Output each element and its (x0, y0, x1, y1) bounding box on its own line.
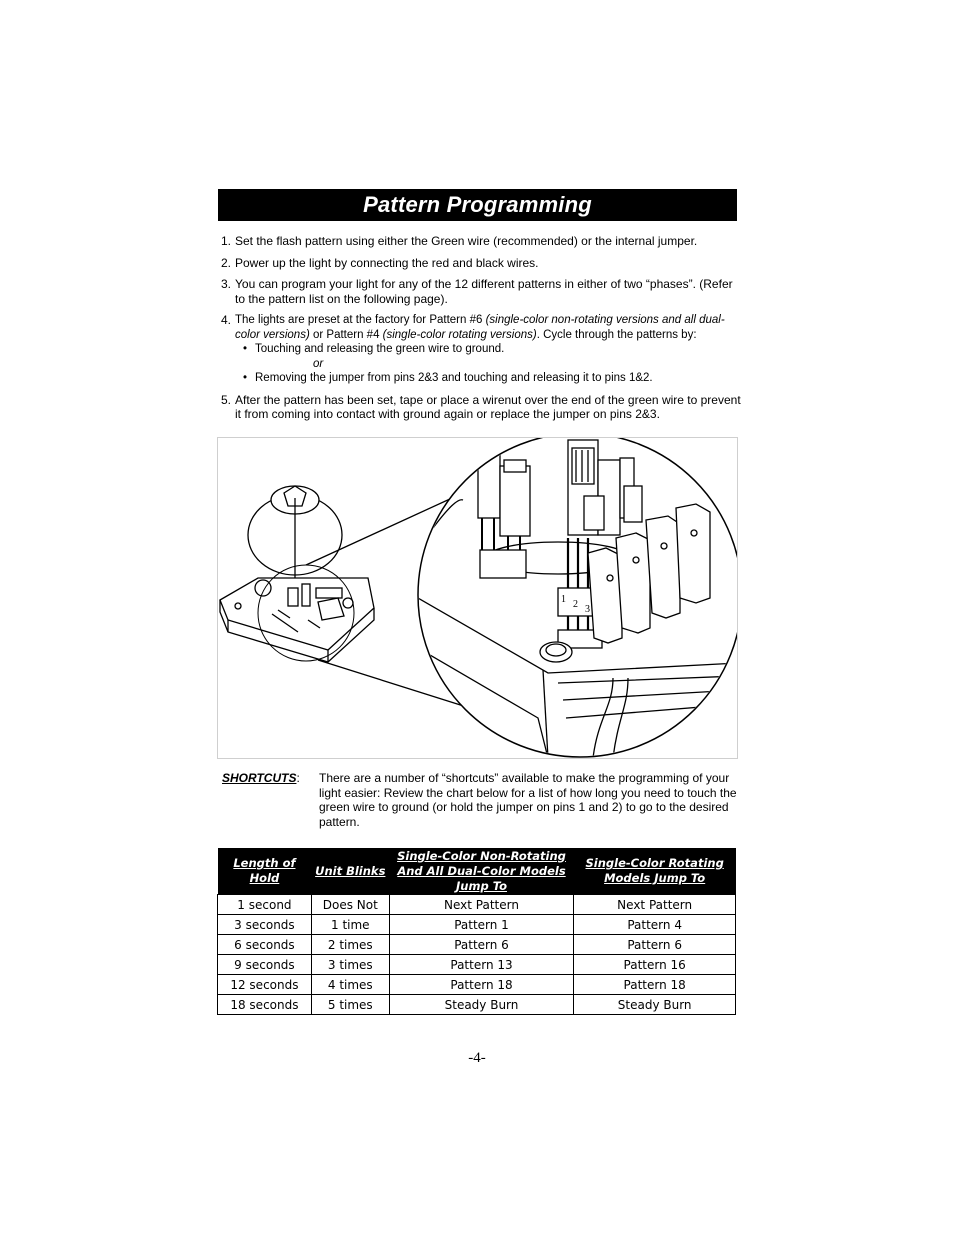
jumper-diagram (217, 437, 738, 759)
table-cell: Next Pattern (574, 895, 736, 915)
or-separator: or (313, 357, 324, 370)
pin-label: 2 (573, 599, 578, 610)
page-title: Pattern Programming (363, 192, 592, 217)
bullet-icon: • (242, 343, 248, 355)
table-cell: 1 second (218, 895, 312, 915)
table-cell: Pattern 18 (574, 975, 736, 995)
table-header-row (218, 848, 736, 895)
table-cell: Pattern 1 (389, 915, 574, 935)
shortcut-table (217, 848, 736, 1015)
table-cell: Pattern 18 (389, 975, 574, 995)
step-text: After the pattern has been set, tape or place a wirenut over the end of the green wire to prevent it from coming into contact with ground again or replace the jumper on pins 2&3. (235, 392, 741, 421)
header-length-of-hold: Length of Hold (218, 848, 312, 895)
table-cell: Pattern 13 (389, 955, 574, 975)
table-cell: 1 time (311, 915, 389, 935)
pin-label: 1 (561, 594, 566, 605)
table-cell: Next Pattern (389, 895, 574, 915)
table-cell: 4 times (311, 975, 389, 995)
header-unit-blinks: Unit Blinks (311, 848, 389, 895)
table-cell: Pattern 6 (389, 935, 574, 955)
table-cell: Steady Burn (389, 995, 574, 1015)
table-cell: 5 times (311, 995, 389, 1015)
step-text: Power up the light by connecting the red and black wires. (235, 255, 539, 270)
shortcut-table-container (217, 848, 736, 1015)
table-row (218, 935, 736, 955)
step-5 (221, 393, 741, 422)
bullet-text: Touching and releasing the green wire to ground. (255, 343, 505, 355)
table-cell: Pattern 16 (574, 955, 736, 975)
bullet-list (235, 342, 741, 386)
pin-label: 3 (585, 604, 590, 615)
table-cell: Steady Burn (574, 995, 736, 1015)
step-number: 3. (221, 277, 232, 291)
step-text-italic: (single-color rotating versions) (382, 328, 537, 341)
step-3 (221, 277, 741, 306)
step-4 (221, 313, 741, 386)
shortcuts-section (222, 771, 737, 829)
page-number: -4- (468, 1050, 486, 1066)
instruction-list (221, 234, 741, 429)
step-number: 2. (221, 255, 232, 270)
table-cell: 6 seconds (218, 935, 312, 955)
bullet-icon: • (242, 372, 248, 384)
step-text-part: or Pattern #4 (309, 328, 383, 341)
table-cell: 18 seconds (218, 995, 312, 1015)
table-row (218, 995, 736, 1015)
step-text-part: . Cycle through the patterns by: (536, 328, 697, 341)
table-cell: Does Not (311, 895, 389, 915)
table-cell: 2 times (311, 935, 389, 955)
step-text: Set the flash pattern using either the Green wire (recommended) or the internal jumper. (235, 234, 698, 248)
step-text: You can program your light for any of the 12 different patterns in either of two “phases”. (Refer to the pattern list on the following page). (235, 277, 733, 306)
shortcuts-text: There are a number of “shortcuts” available to make the programming of your light easier: Review the chart below for a list of how long you need to touch the green wire to ground (or hold the jumper on pins 1 and 2) to go to the desired pattern. (319, 771, 737, 829)
table-row (218, 975, 736, 995)
table-row (218, 955, 736, 975)
table-cell: 9 seconds (218, 955, 312, 975)
step-text-italic: (single-color non-rotating versions and all dual-color versions) (235, 314, 725, 341)
step-number: 5. (221, 392, 232, 407)
bullet-text: Removing the jumper from pins 2&3 and touching and releasing it to pins 1&2. (255, 372, 653, 384)
step-text (235, 313, 741, 386)
step-text-part: The lights are preset at the factory for Pattern #6 (235, 314, 486, 326)
title-bar (218, 189, 737, 221)
step-number: 4. (221, 313, 232, 327)
shortcuts-label: SHORTCUTS: (222, 771, 300, 785)
table-cell: 3 seconds (218, 915, 312, 935)
table-cell: 12 seconds (218, 975, 312, 995)
bullet-item (235, 342, 741, 357)
header-rotating: Single-Color Rotating Models Jump To (574, 848, 736, 895)
table-cell: 3 times (311, 955, 389, 975)
bullet-item (235, 371, 741, 386)
table-cell: Pattern 4 (574, 915, 736, 935)
table-cell: Pattern 6 (574, 935, 736, 955)
table-row (218, 895, 736, 915)
step-number: 1. (221, 234, 232, 248)
step-2 (221, 256, 741, 271)
table-row (218, 915, 736, 935)
step-1 (221, 234, 741, 249)
header-non-rotating: Single-Color Non-Rotating And All Dual-Color Models Jump To (389, 848, 574, 895)
circuit-board-illustration (218, 438, 737, 758)
